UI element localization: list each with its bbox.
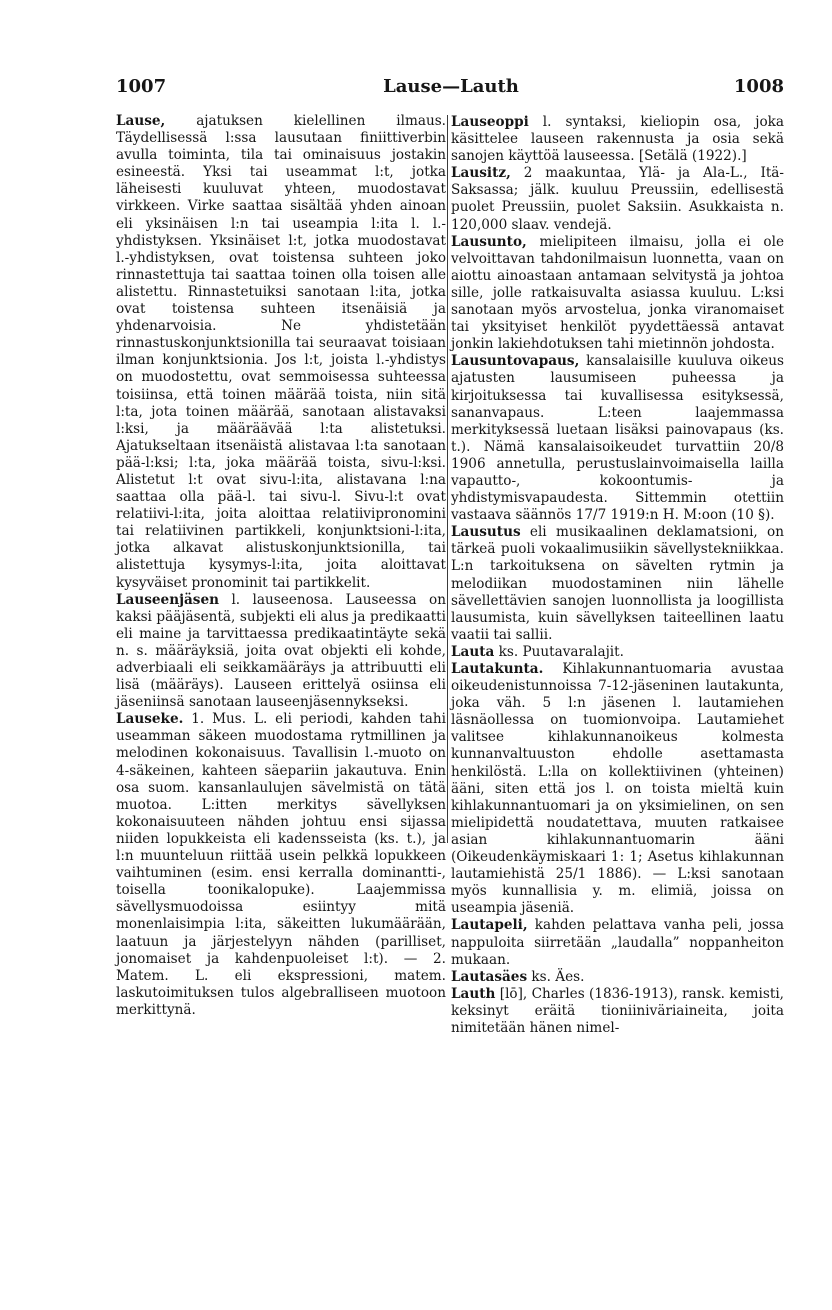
entry-headword: Lauseoppi <box>451 114 529 130</box>
page-number-right: 1008 <box>733 76 784 97</box>
entry-lause <box>116 113 446 592</box>
entry-lauth <box>451 986 784 1037</box>
entry-text: mielipiteen ilmaisu, jolla ei ole velvoittavan tahdonilmaisun luonnetta, vaan on aiottu ainoastaan antamaan selvitystä ja johtoa sille, jolle ratkaisuvalta asiassa kuuluu. L:ksi sanotaan myös arvostelua, jonka viranomaiset tai yksityiset henkilöt pyydettäessä antavat jonkin lakiehdotuksen tahi mietinnön johdosta. <box>451 233 784 353</box>
entry-headword: Lausuntovapaus, <box>451 353 580 370</box>
entry-lautakunta <box>451 661 784 917</box>
right-column <box>451 114 784 1037</box>
entry-headword: Lause, <box>116 113 166 129</box>
running-title: Lause—Lauth <box>383 76 519 97</box>
entry-headword: Lauseke. <box>116 711 184 728</box>
left-column <box>116 113 446 1019</box>
entry-lautasaes <box>451 969 784 986</box>
page-header <box>110 70 792 100</box>
entry-headword: Lausitz, <box>451 165 511 182</box>
entry-lausitz <box>451 165 784 233</box>
entry-headword: Lautapeli, <box>451 917 528 934</box>
entry-lauseoppi <box>451 114 784 165</box>
entry-text: 1. Mus. L. eli periodi, kahden tahi useamman säkeen muodostama rytmillinen ja melodinen kokonaisuus. Tavallisin l.-muoto on 4-säkeinen, kahteen säepariin jakautuva. Enin osa suom. kansanlaulujen sävelmistä on tätä muotoa. L:itten merkitys sävellyksen kokonaisuuteen nähden johtuu ensi sijassa niiden lopukkeista eli kadensseista (ks. t.), ja l:n muunteluun riittää usein pelkkä lopukkeen vaihtuminen (esim. ensi kerralla dominantti-, toisella toonikalopuke). Laajemmissa sävellysmuodoissa esiintyy mitä monenlaisimpia l:ita, säkeitten lukumäärään, laatuun ja järjestelyyn nähden (parilliset, jonomaiset ja kahdenpuoleiset l:t). — 2. Matem. L. eli ekspressioni, matem. laskutoimituksen tulos algebralliseen muotoon merkittynä. <box>116 711 446 1018</box>
entry-text: ks. Puutavaralajit. <box>494 643 624 660</box>
entry-headword: Lautakunta. <box>451 661 544 677</box>
entry-lausunto <box>451 234 784 354</box>
entry-lausutus <box>451 524 784 644</box>
entry-lauseke <box>116 711 446 1019</box>
entry-headword: Lauta <box>451 643 495 660</box>
entry-lautapeli <box>451 917 784 968</box>
entry-lausuntovapaus <box>451 353 784 524</box>
entry-text: ks. Äes. <box>527 968 585 985</box>
entry-headword: Lauth <box>451 985 496 1002</box>
entry-text: Kihlakunnantuomaria avustaa oikeudenistunnoissa 7-12-jäseninen lautakunta, joka väh. 5 l:n jäsenen l. lautamiehen läsnäollessa on tuomionvoipa. Lautamiehet valitsee kihlakunnanoikeus kolmesta kunnanvaltuuston ehdolle asettamasta henkilöstä. L:lla on kollektiivinen (yhteinen) ääni, siten että jos l. on toista mieltä kuin kihlakunnantuomari ja on yksimielinen, on sen mielipidettä noudatettava, muuten ratkaisee asian kihlakunnantuomarin ääni (Oikeudenkäymiskaari 1: 1; Asetus kihlakunnan lautamiehistä 25/1 1886). — L:ksi sanotaan myös kunnallisia y. m. elimiä, joissa on useampia jäseniä. <box>451 661 784 917</box>
entry-headword: Lauseenjäsen <box>116 591 219 608</box>
entry-text: kahden pelattava vanha peli, jossa nappuloita siirretään „laudalla” noppanheiton mukaan. <box>451 917 784 968</box>
entry-text: [lō], Charles (1836-1913), ransk. kemisti, keksinyt eräitä tioniiniväriaineita, joita nimitetään hänen nimel- <box>451 985 784 1036</box>
entry-text: 2 maakuntaa, Ylä- ja Ala-L., Itä-Saksassa; jälk. kuuluu Preussiin, edellisestä puolet Preussiin, puolet Saksiin. Asukkaista n. 120,000 slaav. vendejä. <box>451 165 784 233</box>
column-divider <box>447 115 448 843</box>
entry-headword: Lausunto, <box>451 233 527 250</box>
entry-text: l. syntaksi, kieliopin osa, joka käsittelee lauseen rakennusta ja osia sekä sanojen käyttöä lauseessa. [Setälä (1922).] <box>451 114 784 165</box>
entry-lauseenjasen <box>116 592 446 712</box>
entry-headword: Lautasäes <box>451 968 528 985</box>
entry-text: l. lauseenosa. Lauseessa on kaksi pääjäsentä, subjekti eli alus ja predikaatti eli maine ja tarvittaessa predikaatintäyte sekä n. s. määräyksiä, joita ovat objekti eli kohde, adverbiaali eli seikkamääräys ja attribuutti eli lisä (määräys). Lauseen erittelyä osiinsa eli jäseniinsä sanotaan lauseenjäsennykseksi. <box>116 591 446 711</box>
entry-text: eli musikaalinen deklamatsioni, on tärkeä puoli vokaalimusiikin sävellystekniikkaa. L:n tarkoituksena on sävelten rytmin ja melodiikan muodostaminen niin lähelle sävellettävien sanojen luonnollista ja loogillista lausumista, kuin sävellyksen taiteellinen laatu vaatii tai sallii. <box>451 524 784 643</box>
entry-text: kansalaisille kuuluva oikeus ajatusten lausumiseen puheessa ja kirjoituksessa tai kuvallisessa esityksessä, sananvapaus. L:teen laajemmassa merkityksessä luetaan lisäksi painovapaus (ks. t.). Nämä kansalaisoikeudet turvattiin 20/8 1906 annetulla, perustuslainvoimaisella lailla vapautto-, kokoontumis- ja yhdistymisvapaudesta. Sittemmin otettiin vastaava säännös 17/7 1919:n H. M:oon (10 §). <box>451 353 784 524</box>
entry-headword: Lausutus <box>451 524 521 541</box>
entry-text: ajatuksen kielellinen ilmaus. Täydellisessä l:ssa lausutaan finiittiverbin avulla toiminta, tila tai ominaisuus jostakin esineestä. Yksi tai useammat l:t, jotka läheisesti kuuluvat yhteen, muodostavat virkkeen. Virke saattaa sisältää yhden ainoan eli yksinäisen l:n tai useampia l:ita l. l.-yhdistyksen. Yksinäiset l:t, jotka muodostavat l.-yhdistyksen, ovat toistensa suhteen joko rinnastettuja tai saattaa toinen olla toisen alle alistettu. Rinnastetuiksi sanotaan l:ita, jotka ovat toistensa suhteen itsenäisiä ja yhdenarvoisia. Ne yhdistetään rinnastuskonjunktsionilla tai seuraavat toisiaan ilman konjunktsionia. Jos l:t, joista l.-yhdistys on muodostettu, ovat semmoisessa suhteessa toisiinsa, että toinen määrää toista, niin sitä l:ta, jota toinen määrää, sanotaan alistavaksi l:ksi, ja määräävää l:ta alistetuksi. Ajatukseltaan itsenäistä alistavaa l:ta sanotaan pää-l:ksi; l:ta, joka määrää toista, sivu-l:ksi. Alistetut l:t ovat sivu-l:ita, alistavana l:na saattaa olla pää-l. tai sivu-l. Sivu-l:t ovat relatiivi-l:ita, joita aloittaa relatiivipronomini tai relatiivinen partikkeli, konjunktsioni-l:ita, jotka alkavat alistuskonjunktsionilla, tai alistettuja kysymys-l:ita, joita aloittavat kysyväiset pronominit tai partikkelit. <box>116 113 446 591</box>
entry-lauta <box>451 644 784 661</box>
page-number-left: 1007 <box>116 76 167 97</box>
